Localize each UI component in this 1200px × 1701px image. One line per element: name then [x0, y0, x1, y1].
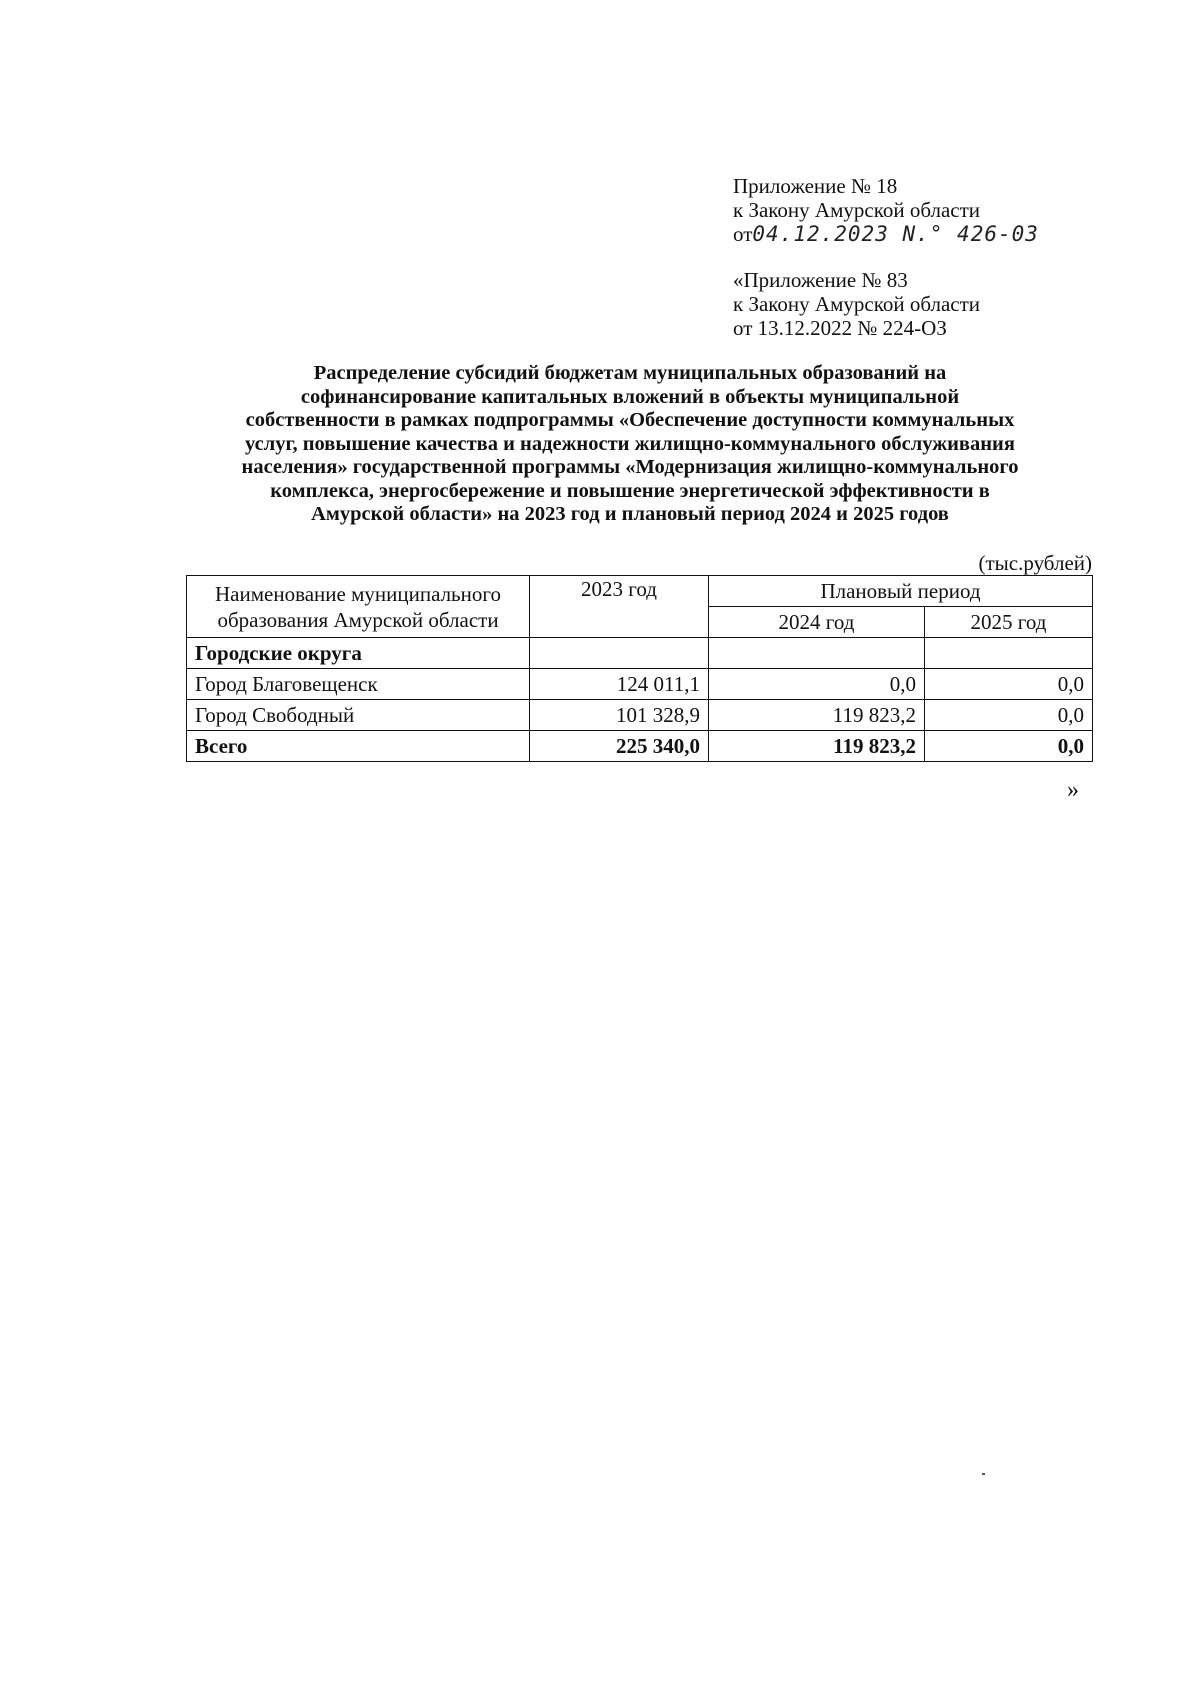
scan-speck: [982, 1473, 985, 1475]
appendix-date-prefix: от: [733, 222, 753, 246]
total-2023: 225 340,0: [530, 731, 709, 762]
title-line: населения» государственной программы «Модернизация жилищно-коммунального: [241, 456, 1019, 478]
empty-cell: [925, 638, 1093, 669]
appendix-header-old: [733, 268, 980, 340]
title-line: услуг, повышение качества и надежности жилищно-коммунального обслуживания: [245, 432, 1015, 455]
section-name: Городские округа: [187, 638, 530, 669]
old-appendix-date: от 13.12.2022 № 224-ОЗ: [733, 316, 947, 340]
row-2024: 119 823,2: [709, 700, 925, 731]
table-total-row: [187, 731, 1093, 762]
title-line: Распределение субсидий бюджетам муниципальных образований на: [313, 362, 947, 384]
header-2025: 2025 год: [925, 607, 1093, 638]
total-2024: 119 823,2: [709, 731, 925, 762]
empty-cell: [709, 638, 925, 669]
appendix-header-new: [733, 174, 1039, 246]
title-line: Амурской области» на 2023 год и плановый период 2024 и 2025 годов: [311, 503, 949, 525]
title-line: комплекса, энергосбережение и повышение энергетической эффективности в: [270, 479, 990, 502]
row-2025: 0,0: [925, 669, 1093, 700]
total-name: Всего: [187, 731, 530, 762]
appendix-law: к Закону Амурской области: [733, 198, 981, 222]
table-row: [187, 700, 1093, 731]
row-name: Город Свободный: [187, 700, 530, 731]
handwritten-date-number: 04.12.2023 N.° 426-03: [752, 222, 1039, 246]
header-municipality: [187, 576, 530, 638]
row-2024: 0,0: [709, 669, 925, 700]
closing-quote: »: [1067, 777, 1079, 803]
old-appendix-law: к Закону Амурской области: [733, 292, 981, 316]
header-2024: 2024 год: [709, 607, 925, 638]
header-municipality-line1: Наименование муниципального: [215, 581, 501, 606]
table-section-row: [187, 638, 1093, 669]
empty-cell: [530, 638, 709, 669]
table-row: [187, 669, 1093, 700]
appendix-date: [733, 222, 1039, 246]
total-2025: 0,0: [925, 731, 1093, 762]
header-planned-period: Плановый период: [709, 576, 1093, 607]
row-2023: 101 328,9: [530, 700, 709, 731]
header-2023: 2023 год: [530, 576, 709, 638]
row-2023: 124 011,1: [530, 669, 709, 700]
row-name: Город Благовещенск: [187, 669, 530, 700]
appendix-number: Приложение № 18: [733, 174, 898, 198]
title-line: софинансирование капитальных вложений в объекты муниципальной: [300, 385, 960, 408]
old-appendix-number: «Приложение № 83: [733, 268, 908, 292]
title-line: собственности в рамках подпрограммы «Обеспечение доступности коммунальных: [245, 409, 1015, 431]
table-header-row: [187, 576, 1093, 607]
subsidy-table: [186, 575, 1093, 762]
header-municipality-line2: образования Амурской области: [217, 607, 499, 632]
units-label: (тыс.рублей): [978, 551, 1092, 575]
document-title: [180, 362, 1080, 527]
row-2025: 0,0: [925, 700, 1093, 731]
